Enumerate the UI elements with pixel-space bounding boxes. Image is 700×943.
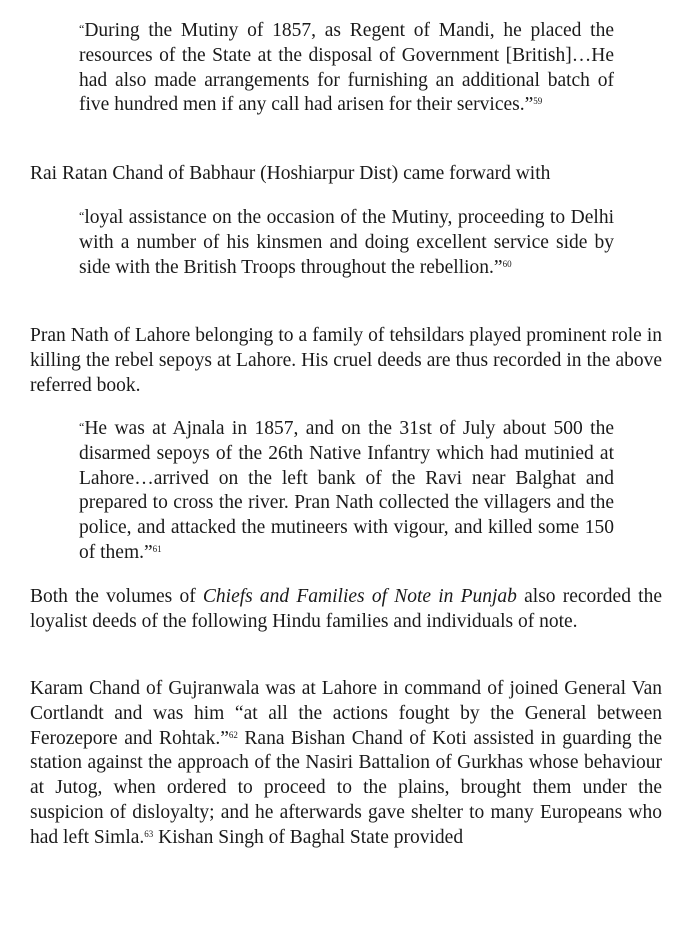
quote-text: loyal assistance on the occasion of the Mutiny, proceeding to Delhi with a number of his kinsmen and doing excellent service side by side with the British Troops throughout the rebellion.” [79,207,614,278]
paragraph-text: Rana Bishan Chand of Koti assisted in guarding the station against the approach of the Nasiri Battalion of Gurkhas whose behaviour at Jutog, when ordered to proceed to the plains, brought them under the suspicion of disloyalty; and he afterwards gave shelter to many Europeans who had left Simla. [30,727,662,848]
opening-quote-mark: “ [79,420,85,434]
footnote-ref-60[interactable]: 60 [502,258,512,269]
paragraph-text: Pran Nath of Lahore belonging to a family of tehsildars played prominent role in killing the rebel sepoys at Lahore. His cruel deeds are thus recorded in the above referred book. [30,325,662,396]
paragraph-karam-chand [30,677,662,851]
paragraph-pran-nath [30,324,662,398]
quote-text: He was at Ajnala in 1857, and on the 31st of July about 500 the disarmed sepoys of the 26th Native Infantry which had mutinied at Lahore…arrived on the left bank of the Ravi near Balghat and prepared to cross the river. Pran Nath collected the villagers and the police, and attacked the mutineers with vigour, and killed some 150 of them.” [79,418,614,563]
paragraph-rai-ratan-chand [30,162,662,187]
footnote-ref-62[interactable]: 62 [228,729,238,740]
block-quote-babhaur [79,206,614,280]
opening-quote-mark: “ [79,22,85,36]
paragraph-text: Rai Ratan Chand of Babhaur (Hoshiarpur Dist) came forward with [30,163,551,184]
paragraph-text: Kishan Singh of Baghal State provided [153,826,464,848]
quote-text: During the Mutiny of 1857, as Regent of Mandi, he placed the resources of the State at the disposal of Government [British]…He had also made arrangements for furnishing an additional batch of five hundred men if any call had arisen for their services.” [79,20,614,116]
book-title: Chiefs and Families of Note in Punjab [202,586,517,607]
footnote-ref-61[interactable]: 61 [152,543,162,554]
paragraph-text: Karam Chand of Gujranwala was at Lahore in command of joined General Van Cortlandt and was him “at all the actions fought by the General between Ferozepore and Rohtak.” [30,678,662,749]
opening-quote-mark: “ [79,209,85,223]
paragraph-text: Both the volumes of [30,586,203,607]
footnote-ref-59[interactable]: 59 [533,96,543,107]
paragraph-text: also recorded the loyalist deeds of the following Hindu families and individuals of note. [30,586,662,632]
block-quote-mandi [79,19,614,118]
footnote-ref-63[interactable]: 63 [144,828,154,839]
paragraph-both-volumes [30,585,662,635]
block-quote-ajnala [79,417,614,566]
